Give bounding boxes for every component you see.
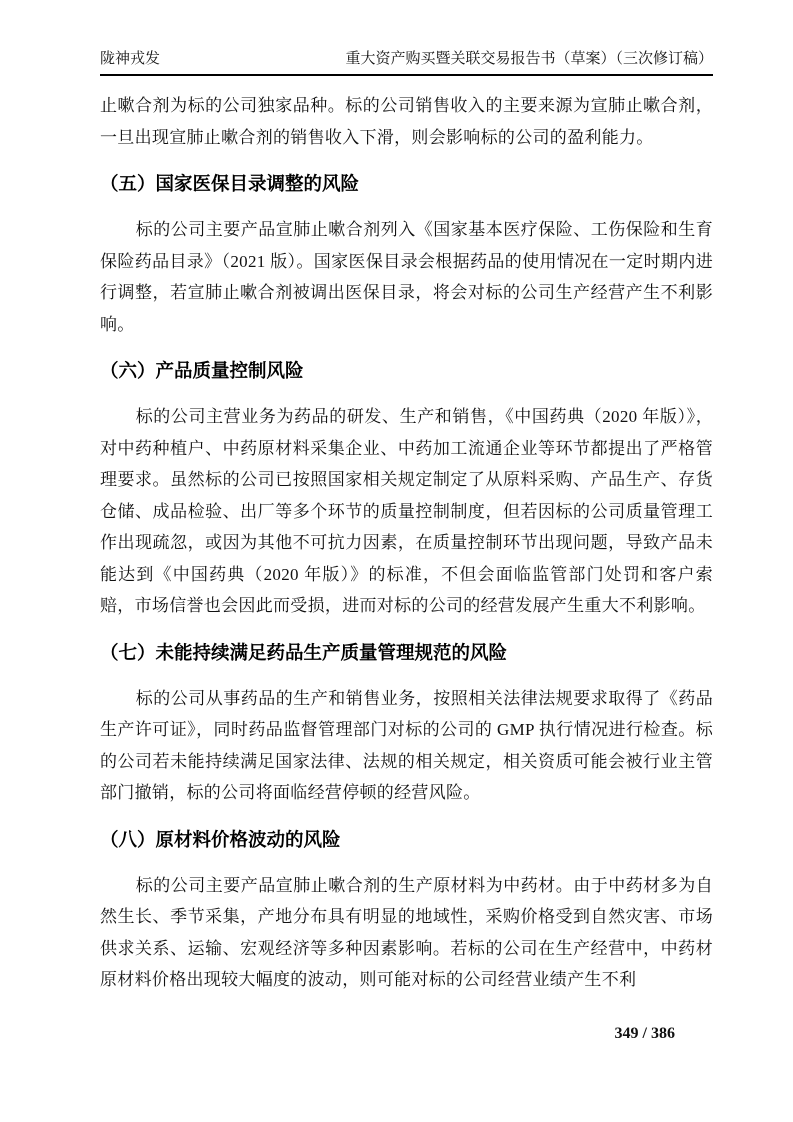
page-header <box>100 50 713 76</box>
section-heading-5: （五）国家医保目录调整的风险 <box>100 173 360 194</box>
page-number: 349 / 386 <box>614 1025 675 1042</box>
body-paragraph-continuation: 止嗽合剂为标的公司独家品种。标的公司销售收入的主要来源为宣肺止嗽合剂，一旦出现宣肺止嗽合剂的销售收入下滑，则会影响标的公司的盈利能力。 <box>100 96 713 147</box>
section-heading-8: （八）原材料价格波动的风险 <box>100 828 341 850</box>
body-paragraph-5: 标的公司主要产品宣肺止嗽合剂列入《国家基本医疗保险、工伤保险和生育保险药品目录》（2021 版）。国家医保目录会根据药品的使用情况在一定时期内进行调整，若宣肺止嗽合剂被调出医保目录，将会对标的公司生产经营产生不利影响。 <box>100 220 713 334</box>
page-footer <box>615 1024 675 1044</box>
section-heading-7: （七）未能持续满足药品生产质量管理规范的风险 <box>100 641 508 663</box>
header-left-title: 陇神戎发 <box>100 51 161 67</box>
body-paragraph-6: 标的公司主营业务为药品的研发、生产和销售，《中国药典（2020 年版）》，对中药种植户、中药原材料采集企业、中药加工流通企业等环节都提出了严格管理要求。虽然标的公司已按照国家相关规定制定了从原料采购、产品生产、存货仓储、成品检验、出厂等多个环节的质量控制制度，但若因标的公司质量管理工作出现疏忽，或因为其他不可抗力因素，在质量控制环节出现问题，导致产品未能达到《中国药典（2020 年版）》的标准，不但会面临监管部门处罚和客户索赔，市场信誉也会因此而受损，进而对标的公司的经营发展产生重大不利影响。 <box>100 407 713 615</box>
body-paragraph-8: 标的公司主要产品宣肺止嗽合剂的生产原材料为中药材。由于中药材多为自然生长、季节采集，产地分布具有明显的地域性，采购价格受到自然灾害、市场供求关系、运输、宏观经济等多种因素影响。若标的公司在生产经营中，中药材原材料价格出现较大幅度的波动，则可能对标的公司经营业绩产生不利 <box>100 875 713 989</box>
body-paragraph-7: 标的公司从事药品的生产和销售业务，按照相关法律法规要求取得了《药品生产许可证》，同时药品监督管理部门对标的公司的 GMP 执行情况进行检查。标的公司若未能持续满足国家法律、法规的相关规定，相关资质可能会被行业主管部门撤销，标的公司将面临经营停顿的经营风险。 <box>100 688 713 802</box>
section-heading-6: （六）产品质量控制风险 <box>100 360 304 381</box>
header-right-title: 重大资产购买暨关联交易报告书（草案）（三次修订稿） <box>345 51 713 67</box>
document-body <box>100 90 713 996</box>
